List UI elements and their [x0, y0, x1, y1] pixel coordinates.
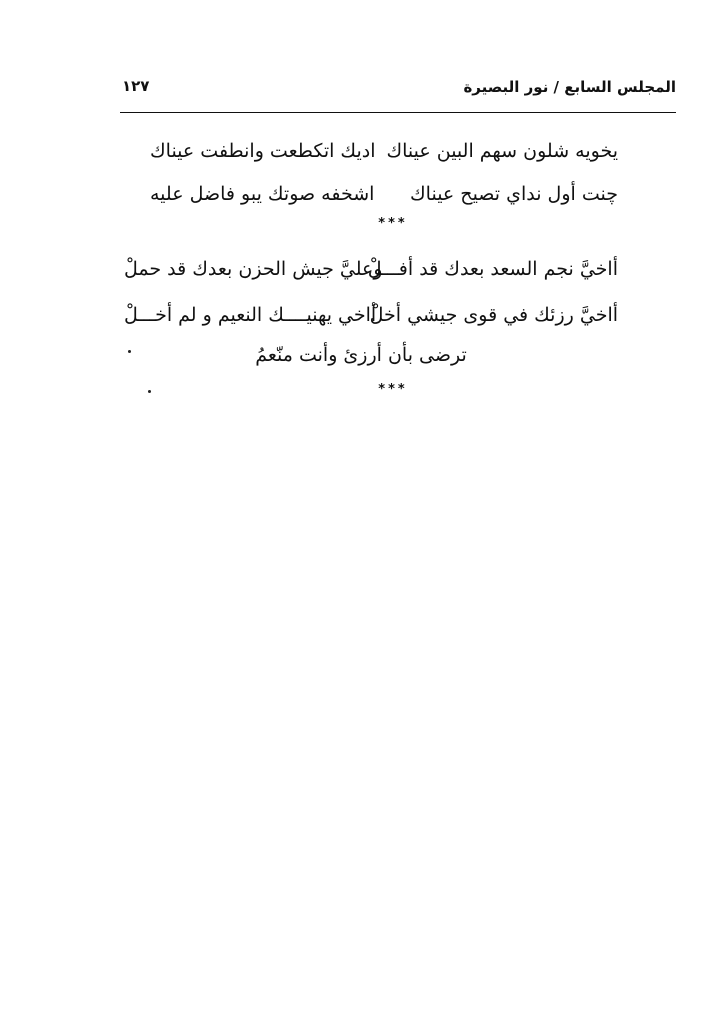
verse-1-left-hemistich: اديك اتكطعت وانطفت عيناك [150, 140, 376, 162]
verse-5-closing-line: ترضى بأن أرزئ وأنت منّعمُ [255, 344, 467, 366]
verse-4-left-hemistich: أاخي يهنيــــك النعيم و لم أخـــلْ [124, 304, 377, 326]
page-number: ١٢٧ [122, 77, 150, 95]
header-divider [120, 112, 676, 113]
verse-2-left-hemistich: اشخفه صوتك يبو فاضل عليه [150, 183, 375, 205]
verse-4-right-hemistich: أاخيَّ رزئك في قوى جيشي أخلْ [369, 304, 618, 326]
verse-3-left-hemistich: وعليَّ جيش الحزن بعدك قد حملْ [124, 258, 383, 280]
scan-speck [128, 350, 131, 353]
verse-2-right-hemistich: چنت أول نداي تصيح عيناك [410, 183, 618, 205]
verse-3-right-hemistich: أاخيَّ نجم السعد بعدك قد أفـــلْ [367, 258, 618, 280]
section-separator-1: *** [378, 216, 408, 231]
verse-1-right-hemistich: يخويه شلون سهم البين عيناك [386, 140, 618, 162]
running-header-title: المجلس السابع / نور البصيرة [463, 78, 676, 96]
section-separator-2: *** [378, 382, 408, 397]
scan-speck [148, 390, 151, 393]
